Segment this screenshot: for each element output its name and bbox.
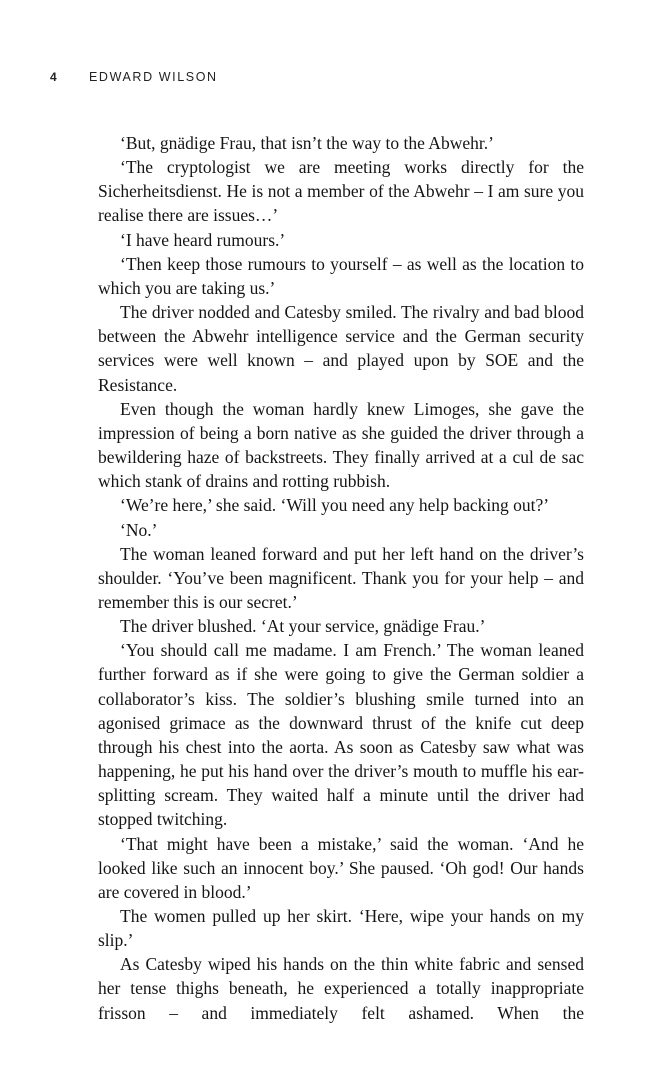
paragraph: ‘You should call me madame. I am French.’ The woman leaned further forward as if she were going to give the German soldier a collaborator’s kiss. The soldier’s blushing smile turned into an agonised grimace as the downward thrust of the knife cut deep through his chest into the aorta. As soon as Catesby saw what was happening, he put his hand over the driver’s mouth to muffle his ear-splitting scream. They waited half a minute until the driver had stopped twitching. xyxy=(98,640,584,830)
paragraph: The women pulled up her skirt. ‘Here, wipe your hands on my slip.’ xyxy=(98,906,584,951)
paragraph: ‘That might have been a mistake,’ said the woman. ‘And he looked like such an innocent boy.’ She paused. ‘Oh god! Our hands are covered in blood.’ xyxy=(98,833,584,902)
paragraph: ‘But, gnädige Frau, that isn’t the way to the Abwehr.’ xyxy=(120,133,494,153)
paragraph: ‘We’re here,’ she said. ‘Will you need any help backing out?’ xyxy=(120,495,550,516)
paragraph: ‘Then keep those rumours to yourself – as well as the location to which you are taking us.’ xyxy=(98,253,584,298)
body-text xyxy=(98,131,584,1025)
page-number: 4 xyxy=(50,70,59,84)
author-name: EDWARD WILSON xyxy=(89,70,218,84)
paragraph: Even though the woman hardly knew Limoges, she gave the impression of being a born native as she guided the driver through a bewildering haze of backstreets. They finally arrived at a cul de sac which stank of drains and rotting rubbish. xyxy=(98,398,584,492)
paragraph: As Catesby wiped his hands on the thin white fabric and sensed her tense thighs beneath, he experienced a totally inappropriate frisson – and immediately felt ashamed. When the xyxy=(98,954,584,1023)
paragraph: ‘The cryptologist we are meeting works directly for the Sicherheitsdienst. He is not a member of the Abwehr – I am sure you realise there are issues…’ xyxy=(98,157,584,226)
running-head xyxy=(50,70,218,84)
paragraph: The driver blushed. ‘At your service, gnädige Frau.’ xyxy=(120,616,486,637)
paragraph: ‘No.’ xyxy=(120,519,158,540)
paragraph: The driver nodded and Catesby smiled. The rivalry and bad blood between the Abwehr intelligence service and the German security services were well known – and played upon by SOE and the Resistance. xyxy=(98,302,584,395)
paragraph: The woman leaned forward and put her left hand on the driver’s shoulder. ‘You’ve been magnificent. Thank you for your help – and remember this is our secret.’ xyxy=(98,543,584,612)
paragraph: ‘I have heard rumours.’ xyxy=(120,229,286,250)
